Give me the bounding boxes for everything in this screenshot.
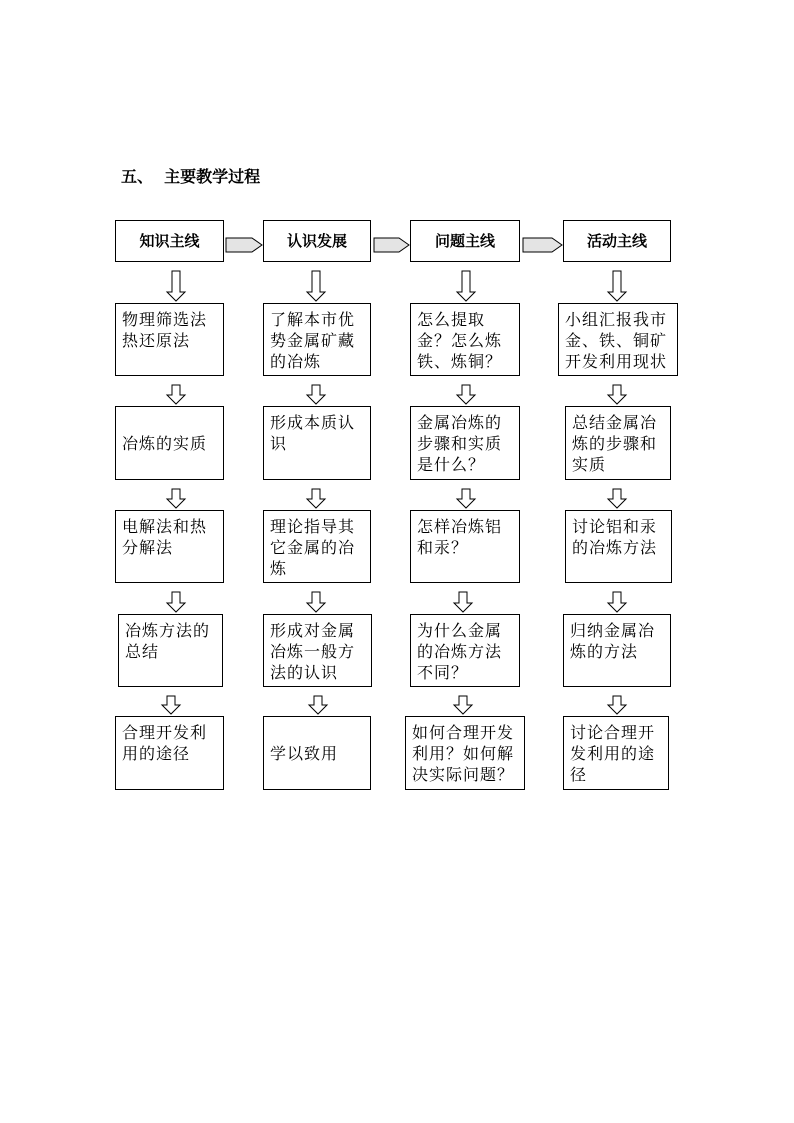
down-arrow-c1-5 (162, 696, 180, 714)
flow-box-c4-r1 (558, 303, 678, 376)
down-arrow-c4-3 (608, 489, 626, 508)
flow-box-c2-r1-text: 了解本市优势金属矿藏的冶炼 (270, 310, 356, 371)
flow-box-c1-r3 (115, 510, 224, 583)
column-header-1-text: 知识主线 (139, 231, 200, 250)
flow-box-c3-r4-text: 为什么金属的冶炼方法不同？ (417, 621, 503, 682)
flow-box-c1-r5 (115, 716, 224, 790)
down-arrow-c4-2 (608, 385, 626, 404)
flow-box-c4-r4-text: 归纳金属冶炼的方法 (570, 621, 656, 661)
flow-box-c3-r2 (410, 406, 520, 480)
down-arrow-c3-1 (457, 271, 475, 301)
flow-box-c3-r1-text: 怎么提取金？怎么炼铁、炼铜？ (417, 310, 503, 371)
column-header-3 (410, 220, 520, 262)
column-header-4 (563, 220, 671, 262)
flow-box-c2-r1 (263, 303, 371, 376)
flow-box-c3-r1 (410, 303, 520, 376)
flow-box-c3-r5-text: 如何合理开发利用？如何解决实际问题？ (412, 723, 515, 784)
flow-box-c2-r2 (263, 406, 371, 480)
flow-box-c4-r3 (565, 510, 672, 583)
down-arrow-c2-3 (307, 489, 325, 508)
flow-box-c4-r2-text: 总结金属冶炼的步骤和实质 (572, 413, 658, 474)
flow-box-c3-r3 (410, 510, 520, 583)
flow-box-c2-r3-text: 理论指导其它金属的冶炼 (270, 517, 356, 578)
flow-box-c1-r1-text: 物理筛选法热还原法 (122, 310, 208, 350)
down-arrow-c2-1 (307, 271, 325, 301)
down-arrow-c1-4 (167, 592, 185, 612)
down-arrow-c3-2 (457, 385, 475, 404)
flow-box-c3-r3-text: 怎样冶炼铝和汞？ (417, 517, 503, 557)
flow-box-c1-r1 (115, 303, 224, 376)
flow-box-c4-r2 (565, 406, 671, 480)
flow-box-c4-r3-text: 讨论铝和汞的冶炼方法 (572, 517, 658, 557)
down-arrow-c3-3 (457, 489, 475, 508)
header-arrow-3 (523, 238, 562, 252)
down-arrow-c4-1 (608, 271, 626, 301)
down-arrow-c4-4 (608, 592, 626, 612)
flow-box-c4-r1-text: 小组汇报我市金、铁、铜矿开发利用现状 (565, 310, 668, 371)
flow-box-c1-r4-text: 冶炼方法的总结 (125, 621, 211, 661)
flow-box-c3-r2-text: 金属冶炼的步骤和实质是什么？ (417, 413, 503, 474)
down-arrow-c4-5 (608, 696, 626, 714)
down-arrow-c2-2 (307, 385, 325, 404)
flow-box-c4-r5 (563, 716, 669, 790)
down-arrow-c1-1 (167, 271, 185, 301)
header-arrow-1 (226, 238, 262, 252)
down-arrow-c2-5 (309, 696, 327, 714)
down-arrow-c3-5 (454, 696, 472, 714)
flow-box-c1-r2 (115, 406, 224, 480)
flow-box-c3-r4 (410, 614, 520, 687)
flow-box-c2-r5-text: 学以致用 (270, 743, 339, 763)
column-header-2-text: 认识发展 (286, 231, 347, 250)
flow-box-c4-r5-text: 讨论合理开发利用的途径 (570, 723, 656, 784)
column-header-1 (115, 220, 224, 262)
flow-box-c1-r2-text: 冶炼的实质 (122, 433, 208, 453)
flow-box-c1-r3-text: 电解法和热分解法 (122, 517, 208, 557)
flow-box-c2-r2-text: 形成本质认识 (270, 413, 356, 453)
section-heading: 五、 主要教学过程 (121, 167, 261, 186)
header-arrow-2 (374, 238, 409, 252)
column-header-2 (263, 220, 371, 262)
down-arrow-c1-2 (167, 385, 185, 404)
flow-box-c2-r3 (263, 510, 371, 583)
flow-box-c2-r5 (263, 716, 371, 790)
column-header-3-text: 问题主线 (434, 231, 495, 250)
flow-box-c2-r4-text: 形成对金属冶炼一般方法的认识 (270, 621, 356, 682)
flow-box-c2-r4 (263, 614, 372, 687)
down-arrow-c3-4 (454, 592, 472, 612)
down-arrow-c1-3 (167, 489, 185, 508)
column-header-4-text: 活动主线 (586, 231, 647, 250)
flow-box-c3-r5 (405, 716, 525, 790)
flow-box-c1-r4 (118, 614, 223, 687)
flow-box-c1-r5-text: 合理开发利用的途径 (122, 723, 208, 763)
flow-box-c4-r4 (563, 614, 671, 687)
down-arrow-c2-4 (307, 592, 325, 612)
